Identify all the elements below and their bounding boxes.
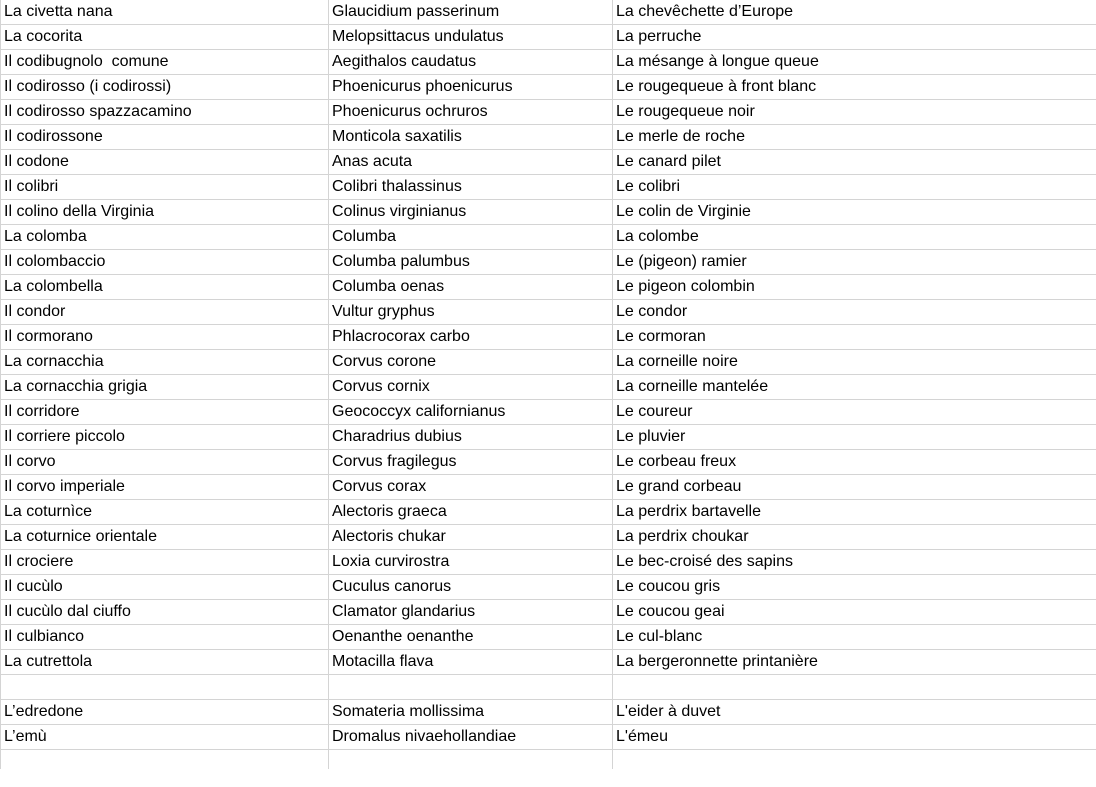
cell-italian-name[interactable]: Il colombaccio xyxy=(1,250,329,275)
cell-scientific-name[interactable]: Motacilla flava xyxy=(329,650,613,675)
cell-french-name[interactable]: La mésange à longue queue xyxy=(613,50,1096,75)
cell-french-name[interactable]: Le coucou geai xyxy=(613,600,1096,625)
table-row xyxy=(1,500,1096,525)
table-row xyxy=(1,724,1096,749)
cell-italian-name[interactable]: La cornacchia grigia xyxy=(1,375,329,400)
cell-french-name[interactable]: Le cormoran xyxy=(613,325,1096,350)
cell-french-name[interactable]: L'émeu xyxy=(613,724,1096,749)
table-row xyxy=(1,450,1096,475)
table-row xyxy=(1,250,1096,275)
cell-italian-name[interactable]: Il culbianco xyxy=(1,625,329,650)
cell-scientific-name[interactable]: Columba xyxy=(329,225,613,250)
cell-italian-name[interactable]: Il cucùlo dal ciuffo xyxy=(1,600,329,625)
cell-french-name[interactable] xyxy=(613,675,1096,700)
table-row xyxy=(1,275,1096,300)
cell-italian-name[interactable]: La coturnice orientale xyxy=(1,525,329,550)
cell-empty[interactable] xyxy=(329,749,613,769)
cell-italian-name[interactable]: L’edredone xyxy=(1,699,329,724)
table-row xyxy=(1,650,1096,675)
cell-scientific-name[interactable]: Monticola saxatilis xyxy=(329,125,613,150)
cell-scientific-name[interactable]: Geococcyx californianus xyxy=(329,400,613,425)
cell-scientific-name[interactable]: Alectoris graeca xyxy=(329,500,613,525)
table-row xyxy=(1,525,1096,550)
cell-italian-name[interactable]: Il codirossone xyxy=(1,125,329,150)
cell-french-name[interactable]: La corneille mantelée xyxy=(613,375,1096,400)
cell-italian-name[interactable]: Il corridore xyxy=(1,400,329,425)
cell-french-name[interactable]: Le (pigeon) ramier xyxy=(613,250,1096,275)
cell-scientific-name[interactable]: Columba palumbus xyxy=(329,250,613,275)
cell-french-name[interactable]: Le coureur xyxy=(613,400,1096,425)
table-row xyxy=(1,200,1096,225)
cell-french-name[interactable]: La perruche xyxy=(613,25,1096,50)
cell-scientific-name[interactable]: Clamator glandarius xyxy=(329,600,613,625)
cell-italian-name[interactable]: La colomba xyxy=(1,225,329,250)
cell-italian-name[interactable]: Il colino della Virginia xyxy=(1,200,329,225)
cell-scientific-name[interactable]: Somateria mollissima xyxy=(329,699,613,724)
cell-scientific-name[interactable]: Loxia curvirostra xyxy=(329,550,613,575)
spreadsheet-body xyxy=(1,0,1096,769)
cell-empty[interactable] xyxy=(613,749,1096,769)
table-row xyxy=(1,600,1096,625)
cell-italian-name[interactable]: L’emù xyxy=(1,724,329,749)
cell-scientific-name[interactable]: Charadrius dubius xyxy=(329,425,613,450)
cell-italian-name[interactable]: Il corvo xyxy=(1,450,329,475)
table-row xyxy=(1,575,1096,600)
cell-italian-name[interactable] xyxy=(1,675,329,700)
cell-french-name[interactable]: Le colibri xyxy=(613,175,1096,200)
table-row xyxy=(1,425,1096,450)
cell-french-name[interactable]: Le cul-blanc xyxy=(613,625,1096,650)
cell-scientific-name[interactable]: Corvus corax xyxy=(329,475,613,500)
table-row xyxy=(1,350,1096,375)
cell-french-name[interactable]: Le corbeau freux xyxy=(613,450,1096,475)
cell-scientific-name[interactable]: Cuculus canorus xyxy=(329,575,613,600)
cell-french-name[interactable]: Le colin de Virginie xyxy=(613,200,1096,225)
cell-french-name[interactable]: Le condor xyxy=(613,300,1096,325)
cell-italian-name[interactable]: La civetta nana xyxy=(1,0,329,25)
cell-italian-name[interactable]: La coturnìce xyxy=(1,500,329,525)
cell-scientific-name[interactable]: Corvus fragilegus xyxy=(329,450,613,475)
table-row xyxy=(1,0,1096,25)
cell-italian-name[interactable]: La cornacchia xyxy=(1,350,329,375)
cell-italian-name[interactable]: Il cucùlo xyxy=(1,575,329,600)
cell-italian-name[interactable]: La cutrettola xyxy=(1,650,329,675)
table-row xyxy=(1,175,1096,200)
cell-scientific-name[interactable]: Corvus corone xyxy=(329,350,613,375)
cell-italian-name[interactable]: Il condor xyxy=(1,300,329,325)
table-row xyxy=(1,225,1096,250)
table-row xyxy=(1,25,1096,50)
cell-scientific-name[interactable]: Oenanthe oenanthe xyxy=(329,625,613,650)
table-row xyxy=(1,675,1096,700)
cell-italian-name[interactable]: Il codirosso spazzacamino xyxy=(1,100,329,125)
cell-italian-name[interactable]: Il corriere piccolo xyxy=(1,425,329,450)
cell-italian-name[interactable]: Il corvo imperiale xyxy=(1,475,329,500)
table-row xyxy=(1,100,1096,125)
cell-french-name[interactable]: La chevêchette d’Europe xyxy=(613,0,1096,25)
table-row xyxy=(1,625,1096,650)
cell-italian-name[interactable]: Il crociere xyxy=(1,550,329,575)
cell-scientific-name[interactable]: Aegithalos caudatus xyxy=(329,50,613,75)
cell-french-name[interactable]: La colombe xyxy=(613,225,1096,250)
cell-scientific-name[interactable]: Dromalus nivaehollandiae xyxy=(329,724,613,749)
cell-scientific-name[interactable]: Glaucidium passerinum xyxy=(329,0,613,25)
cell-scientific-name[interactable]: Melopsittacus undulatus xyxy=(329,25,613,50)
table-row xyxy=(1,400,1096,425)
table-row xyxy=(1,325,1096,350)
cell-scientific-name[interactable]: Corvus cornix xyxy=(329,375,613,400)
cell-french-name[interactable]: La bergeronnette printanière xyxy=(613,650,1096,675)
cell-french-name[interactable]: La perdrix bartavelle xyxy=(613,500,1096,525)
table-row xyxy=(1,300,1096,325)
table-row xyxy=(1,375,1096,400)
cell-french-name[interactable]: Le bec-croisé des sapins xyxy=(613,550,1096,575)
cell-scientific-name[interactable]: Columba oenas xyxy=(329,275,613,300)
cell-french-name[interactable]: Le rougequeue à front blanc xyxy=(613,75,1096,100)
cell-french-name[interactable]: Le pigeon colombin xyxy=(613,275,1096,300)
table-row xyxy=(1,75,1096,100)
cell-french-name[interactable]: La perdrix choukar xyxy=(613,525,1096,550)
cell-scientific-name[interactable]: Vultur gryphus xyxy=(329,300,613,325)
cell-scientific-name[interactable] xyxy=(329,675,613,700)
cell-french-name[interactable]: Le grand corbeau xyxy=(613,475,1096,500)
cell-french-name[interactable]: Le pluvier xyxy=(613,425,1096,450)
table-row xyxy=(1,699,1096,724)
cell-french-name[interactable]: Le canard pilet xyxy=(613,150,1096,175)
cell-french-name[interactable]: L'eider à duvet xyxy=(613,699,1096,724)
cell-italian-name[interactable]: La colombella xyxy=(1,275,329,300)
cell-italian-name[interactable]: Il cormorano xyxy=(1,325,329,350)
cell-french-name[interactable]: Le coucou gris xyxy=(613,575,1096,600)
table-row xyxy=(1,550,1096,575)
cell-french-name[interactable]: Le merle de roche xyxy=(613,125,1096,150)
table-row xyxy=(1,125,1096,150)
table-row xyxy=(1,475,1096,500)
cell-italian-name[interactable]: Il codirosso (i codirossi) xyxy=(1,75,329,100)
empty-row xyxy=(1,749,1096,769)
cell-italian-name[interactable]: Il codone xyxy=(1,150,329,175)
cell-scientific-name[interactable]: Colinus virginianus xyxy=(329,200,613,225)
cell-scientific-name[interactable]: Phoenicurus phoenicurus xyxy=(329,75,613,100)
cell-french-name[interactable]: La corneille noire xyxy=(613,350,1096,375)
cell-french-name[interactable]: Le rougequeue noir xyxy=(613,100,1096,125)
cell-scientific-name[interactable]: Colibri thalassinus xyxy=(329,175,613,200)
cell-empty[interactable] xyxy=(1,749,329,769)
cell-scientific-name[interactable]: Alectoris chukar xyxy=(329,525,613,550)
table-row xyxy=(1,50,1096,75)
cell-scientific-name[interactable]: Phoenicurus ochruros xyxy=(329,100,613,125)
cell-italian-name[interactable]: La cocorita xyxy=(1,25,329,50)
cell-scientific-name[interactable]: Anas acuta xyxy=(329,150,613,175)
cell-italian-name[interactable]: Il codibugnolo comune xyxy=(1,50,329,75)
cell-scientific-name[interactable]: Phlacrocorax carbo xyxy=(329,325,613,350)
table-row xyxy=(1,150,1096,175)
cell-italian-name[interactable]: Il colibri xyxy=(1,175,329,200)
